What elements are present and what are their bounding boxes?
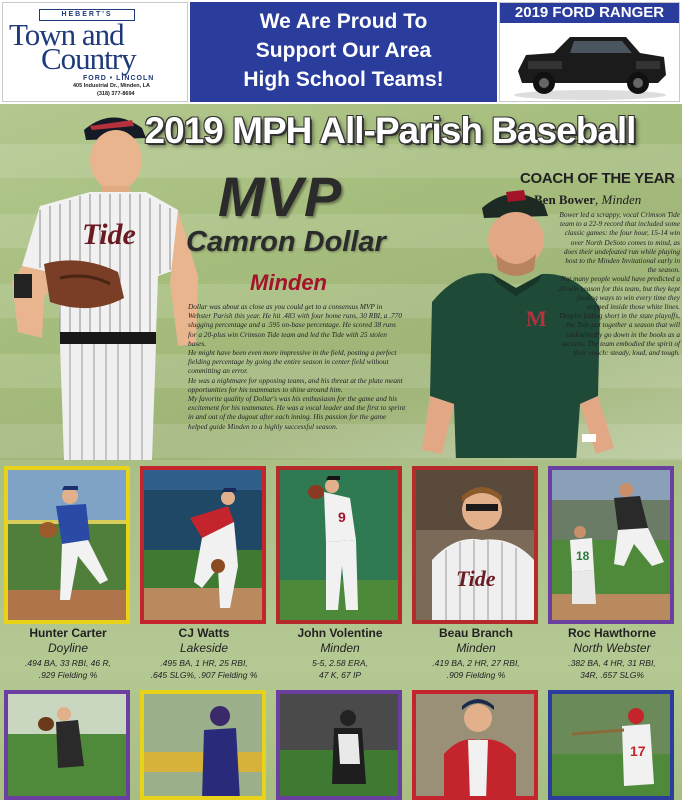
- page-title: 2019 MPH All-Parish Baseball: [144, 110, 636, 151]
- player-stats: .419 BA, 2 HR, 27 RBI,: [432, 658, 520, 668]
- player-card-roc-hawthorne[interactable]: [548, 466, 674, 624]
- player-card-beau-branch[interactable]: [412, 466, 538, 624]
- player-photo: [552, 694, 670, 800]
- player-stats: .382 BA, 4 HR, 31 RBI,: [568, 658, 656, 668]
- dealer-address: 405 Industrial Dr., Minden, LA: [73, 83, 151, 89]
- player-photo: [144, 694, 262, 800]
- dealer-ad[interactable]: [2, 2, 188, 102]
- truck-image: [508, 25, 672, 101]
- player-stats: 5-5, 2.58 ERA,: [312, 658, 368, 668]
- mvp-bio: [188, 302, 406, 431]
- player-photo: [8, 470, 126, 620]
- mvp-bio-paragraph: My favorite quality of Dollar's was his enthusiasm for the game and his excitement for his teammates. He was a vocal leader and the first to sprint in and out of the dugout after each inning. His passion for the game helped guide Minden to a highly successful season.: [188, 394, 406, 431]
- coach-name-text: Ben Bower: [534, 192, 596, 207]
- player-stats: .494 BA, 33 RBI, 46 R,: [25, 658, 111, 668]
- player-photo: [144, 470, 262, 620]
- mvp-name: Camron Dollar: [186, 226, 386, 258]
- player-caption: [136, 626, 272, 681]
- mvp-bio-paragraph: He was a nightmare for opposing teams, and his threat at the plate meant opportunities for his teammates to shine around him.: [188, 375, 403, 394]
- player-photo: [280, 470, 398, 620]
- coach-name: Ben Bower, Minden: [534, 192, 642, 207]
- player-stats: .909 Fielding %: [446, 670, 506, 680]
- player-photo: [416, 694, 534, 800]
- svg-text:18: 18: [576, 549, 590, 563]
- coach-of-year-label: COACH OF THE YEAR: [520, 170, 675, 187]
- mvp-player-photo: [0, 106, 205, 460]
- player-card-row2-2[interactable]: [140, 690, 266, 800]
- player-card-row2-1[interactable]: [4, 690, 130, 800]
- dealer-name-line2: Country: [41, 41, 136, 76]
- player-name: Beau Branch: [438, 626, 514, 640]
- coach-bio-paragraph: Not many people would have predicted a 20-win season for this team, but they kept finding ways to win every time they stepped inside those white lines.: [558, 274, 680, 312]
- svg-text:Tide: Tide: [456, 566, 496, 591]
- player-stats: 34R, .657 SLG%: [580, 670, 644, 680]
- player-caption: [544, 626, 680, 681]
- player-caption: [408, 626, 544, 681]
- dealer-phone: (318) 377-8694: [97, 91, 135, 97]
- player-name: John Volentine: [297, 626, 383, 640]
- player-school: Lakeside: [179, 641, 229, 655]
- team-section: [0, 460, 682, 800]
- player-photo: [552, 470, 670, 620]
- support-line2: Support Our Area: [255, 39, 432, 62]
- player-photo: [280, 694, 398, 800]
- dealer-name-line1: Town and: [9, 17, 124, 52]
- player-card-row2-3[interactable]: [276, 690, 402, 800]
- coach-bio-paragraph: Despite falling short in the state playoffs, the Tide put together a season that will undoubtedly go down in the books as a success. The team embodied the spirit of their coach: steady, loud, and tough.: [559, 311, 680, 358]
- player-caption: [272, 626, 408, 681]
- ranger-title: 2019 FORD RANGER: [500, 3, 679, 23]
- player-card-hunter-carter[interactable]: [4, 466, 130, 624]
- dealer-heberts: HEBERT'S: [39, 9, 135, 21]
- player-stats: .929 Fielding %: [38, 670, 98, 680]
- player-stats: .495 BA, 1 HR, 25 RBI,: [160, 658, 248, 668]
- mvp-label: MVP: [218, 165, 343, 228]
- player-stats: .645 SLG%, .907 Fielding %: [150, 670, 258, 680]
- player-photo: [8, 694, 126, 800]
- coach-bio-paragraph: Bower led a scrappy, vocal Crimson Tide team to a 22-9 record that included some classic games: the four hour, 15-14 win over North DeSoto comes to mind, as does their undefeated run while playing host to the Minden Invitational early in the season.: [559, 210, 680, 275]
- coach-bio: [556, 210, 680, 357]
- player-name: Roc Hawthorne: [567, 626, 656, 640]
- header-banner: [0, 0, 682, 104]
- player-school: Minden: [320, 641, 360, 655]
- coach-school: Minden: [601, 192, 642, 207]
- player-school: Minden: [456, 641, 496, 655]
- svg-text:Tide: Tide: [82, 218, 136, 251]
- player-school: North Webster: [573, 641, 651, 655]
- svg-text:M: M: [526, 306, 547, 331]
- player-name: CJ Watts: [178, 626, 230, 640]
- player-card-row2-5[interactable]: [548, 690, 674, 800]
- feature-section: [0, 104, 682, 460]
- player-caption: [0, 626, 136, 681]
- svg-text:9: 9: [338, 509, 346, 525]
- support-banner: [190, 2, 497, 102]
- mvp-bio-paragraph: Dollar was about as close as you could get to a consensus MVP in Webster Parish this year. He hit .483 with four home runs, 30 RBI, a .770 slugging percentage and a .595 on-base percentage. He scored 38 runs for a 20-plus win Crimson Tide team and led the Tide with 25 stolen bases.: [188, 302, 402, 348]
- player-card-row2-4[interactable]: [412, 690, 538, 800]
- player-school: Doyline: [47, 641, 89, 655]
- support-line3: High School Teams!: [243, 68, 444, 91]
- svg-text:17: 17: [630, 743, 646, 759]
- support-line1: We Are Proud To: [259, 10, 428, 33]
- player-card-john-volentine[interactable]: [276, 466, 402, 624]
- player-stats: 47 K, 67 IP: [318, 670, 362, 680]
- ranger-ad[interactable]: [499, 2, 680, 102]
- mvp-school: Minden: [250, 270, 327, 295]
- dealer-brands: FORD • LINCOLN: [83, 75, 155, 82]
- mvp-bio-paragraph: He might have been even more impressive in the field, posting a perfect fielding percentage by going the entire season in center field without committing an error.: [188, 348, 397, 376]
- player-photo: [416, 470, 534, 620]
- player-name: Hunter Carter: [29, 626, 107, 640]
- player-card-cj-watts[interactable]: [140, 466, 266, 624]
